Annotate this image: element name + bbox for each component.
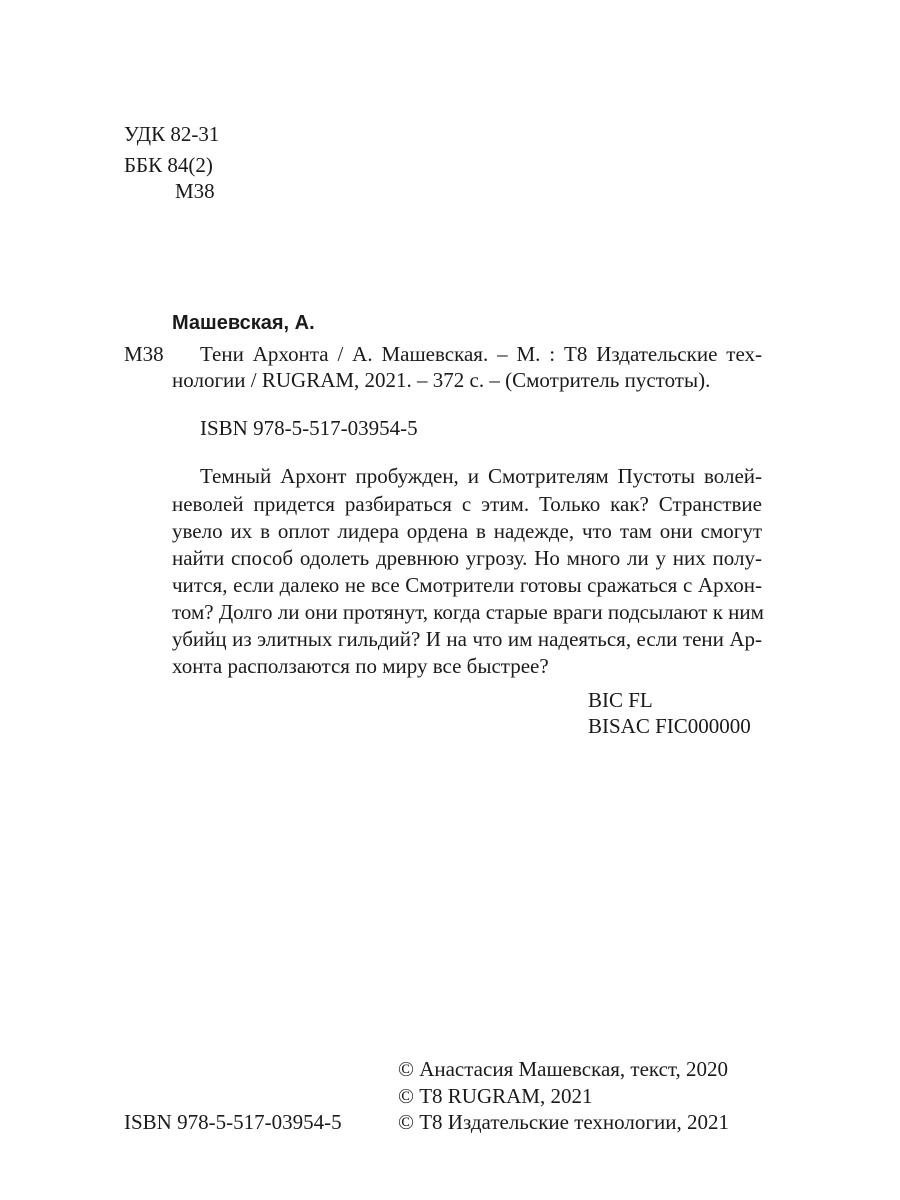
bic-code: BIC FL xyxy=(588,688,653,712)
copyright-line: © Анастасия Машевская, текст, 2020 xyxy=(398,1057,729,1081)
annotation-line: найти способ одолеть древнюю угрозу. Но много ли у них полу- xyxy=(172,546,762,570)
bibliography-line-2: нологии / RUGRAM, 2021. – 372 с. – (Смотритель пустоты). xyxy=(172,368,711,392)
annotation-line: чится, если далеко не все Смотрители готовы сражаться с Архон- xyxy=(172,573,762,597)
annotation-line: хонта расползаются по миру все быстрее? xyxy=(172,654,549,678)
author-mark: М38 xyxy=(175,179,215,203)
annotation-line: убийц из элитных гильдий? И на что им надеяться, если тени Ар- xyxy=(172,627,762,651)
udk-code: УДК 82-31 xyxy=(124,122,220,146)
annotation-line: неволей придется разбираться с этим. Только как? Странствие xyxy=(172,492,762,516)
footer-isbn: ISBN 978-5-517-03954-5 xyxy=(124,1110,342,1134)
bisac-code: BISAC FIC000000 xyxy=(588,714,751,738)
annotation-line: том? Долго ли они протянут, когда старые враги подсылают к ним xyxy=(172,600,764,624)
copyright-line: © Т8 RUGRAM, 2021 xyxy=(398,1084,593,1108)
bibliography-isbn: ISBN 978-5-517-03954-5 xyxy=(200,416,418,440)
annotation-line: увело их в оплот лидера ордена в надежде, что там они смогут xyxy=(172,519,762,543)
author-name: Машевская, А. xyxy=(172,312,315,334)
copyright-line: © Т8 Издательские технологии, 2021 xyxy=(398,1110,729,1134)
bibliography-line-1: Тени Архонта / А. Машевская. – М. : Т8 Издательские тех- xyxy=(200,342,762,366)
annotation-line: Темный Архонт пробужден, и Смотрителям Пустоты волей- xyxy=(200,464,762,488)
bbk-code: ББК 84(2) xyxy=(124,153,213,177)
bibliography-mark: М38 xyxy=(124,342,164,366)
